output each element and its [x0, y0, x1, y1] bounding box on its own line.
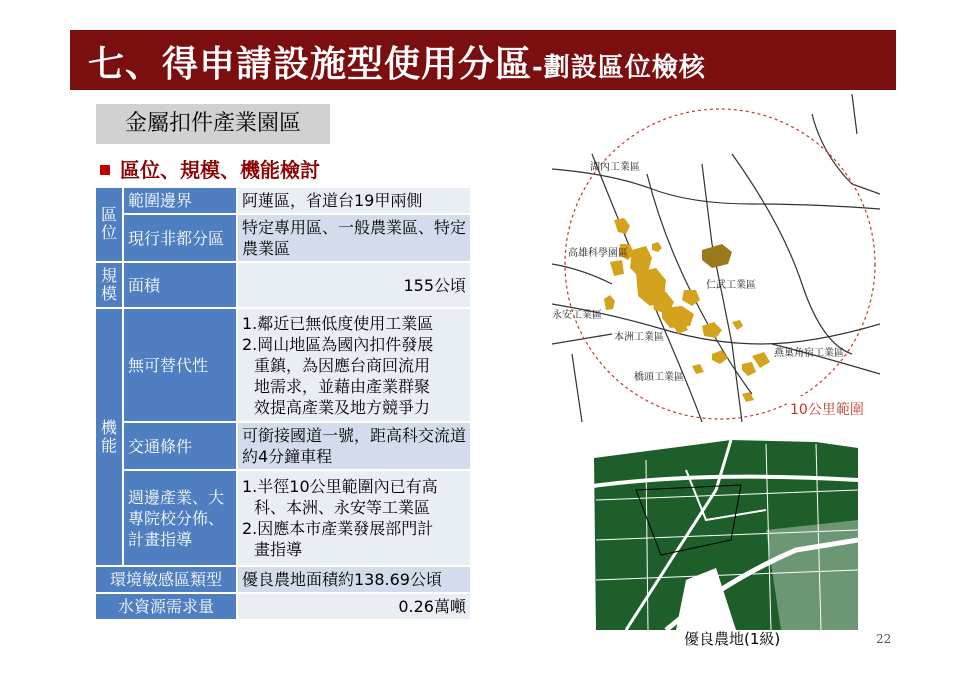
category-function: 機能: [95, 308, 123, 566]
table-row: [95, 214, 471, 262]
map-label: 永安工業區: [552, 310, 602, 321]
row-label: 週邊產業、大專院校分佈、計畫指導: [123, 470, 237, 566]
table-row: [95, 187, 471, 214]
bullet-heading-text: 區位、規模、機能檢討: [120, 158, 320, 182]
row-value: 1.半徑10公里範圍內已有高 科、本洲、永安等工業區 2.因應本市產業發展部門計 畫指導: [237, 470, 471, 566]
farmland-map: [566, 430, 858, 630]
table-row: [95, 308, 471, 422]
table-row: [95, 262, 471, 308]
bullet-heading: [100, 154, 320, 183]
map-label: 高雄科學園區: [568, 248, 628, 259]
row-label: 環境敏感區類型: [95, 566, 237, 593]
range-label: 10公里範圍: [790, 402, 864, 418]
category-scale: 規模: [95, 262, 123, 308]
map-labels: [552, 160, 844, 383]
table-row: [95, 470, 471, 566]
row-value: 特定專用區、一般農業區、特定農業區: [237, 214, 471, 262]
map-label: 湖內工業區: [590, 162, 640, 173]
location-map: [552, 94, 880, 422]
map-caption: 優良農地(1級): [684, 630, 781, 648]
row-label: 交通條件: [123, 422, 237, 470]
row-label: 無可替代性: [123, 308, 237, 422]
row-value: 阿蓮區，省道台19甲兩側: [237, 187, 471, 214]
title-bar: [70, 30, 896, 90]
row-label: 現行非都分區: [123, 214, 237, 262]
row-value: 可銜接國道一號，距高科交流道約4分鐘車程: [237, 422, 471, 470]
table-row: [95, 566, 471, 593]
map-label: 橋頭工業區: [634, 372, 684, 383]
category-location: 區位: [95, 187, 123, 262]
spec-table: [94, 186, 472, 621]
map-label: 本洲工業區: [614, 332, 664, 343]
row-value: 0.26萬噸: [237, 593, 471, 620]
title-sub-text: -劃設區位檢核: [532, 53, 706, 83]
industrial-parcels: [604, 218, 770, 402]
project-site-parcel: [702, 244, 732, 268]
row-value: 155公頃: [237, 262, 471, 308]
section-label: 金屬扣件產業園區: [96, 104, 330, 144]
title-main-text: 七、得申請設施型使用分區: [88, 44, 533, 85]
table-row: [95, 593, 471, 620]
map-label: 仁武工業區: [706, 280, 756, 291]
map-label: 燕巢角宿工業區: [774, 348, 844, 359]
row-value: 優良農地面積約138.69公頃: [237, 566, 471, 593]
slide-title: [88, 36, 706, 87]
row-label: 水資源需求量: [95, 593, 237, 620]
row-value: 1.鄰近已無低度使用工業區 2.岡山地區為國內扣件發展 重鎮，為因應台商回流用 地需求，並藉由產業群聚 效提高產業及地方競爭力: [237, 308, 471, 422]
table-row: [95, 422, 471, 470]
square-bullet-icon: [100, 165, 110, 175]
row-label: 面積: [123, 262, 237, 308]
page-number: 22: [876, 632, 892, 646]
row-label: 範圍邊界: [123, 187, 237, 214]
